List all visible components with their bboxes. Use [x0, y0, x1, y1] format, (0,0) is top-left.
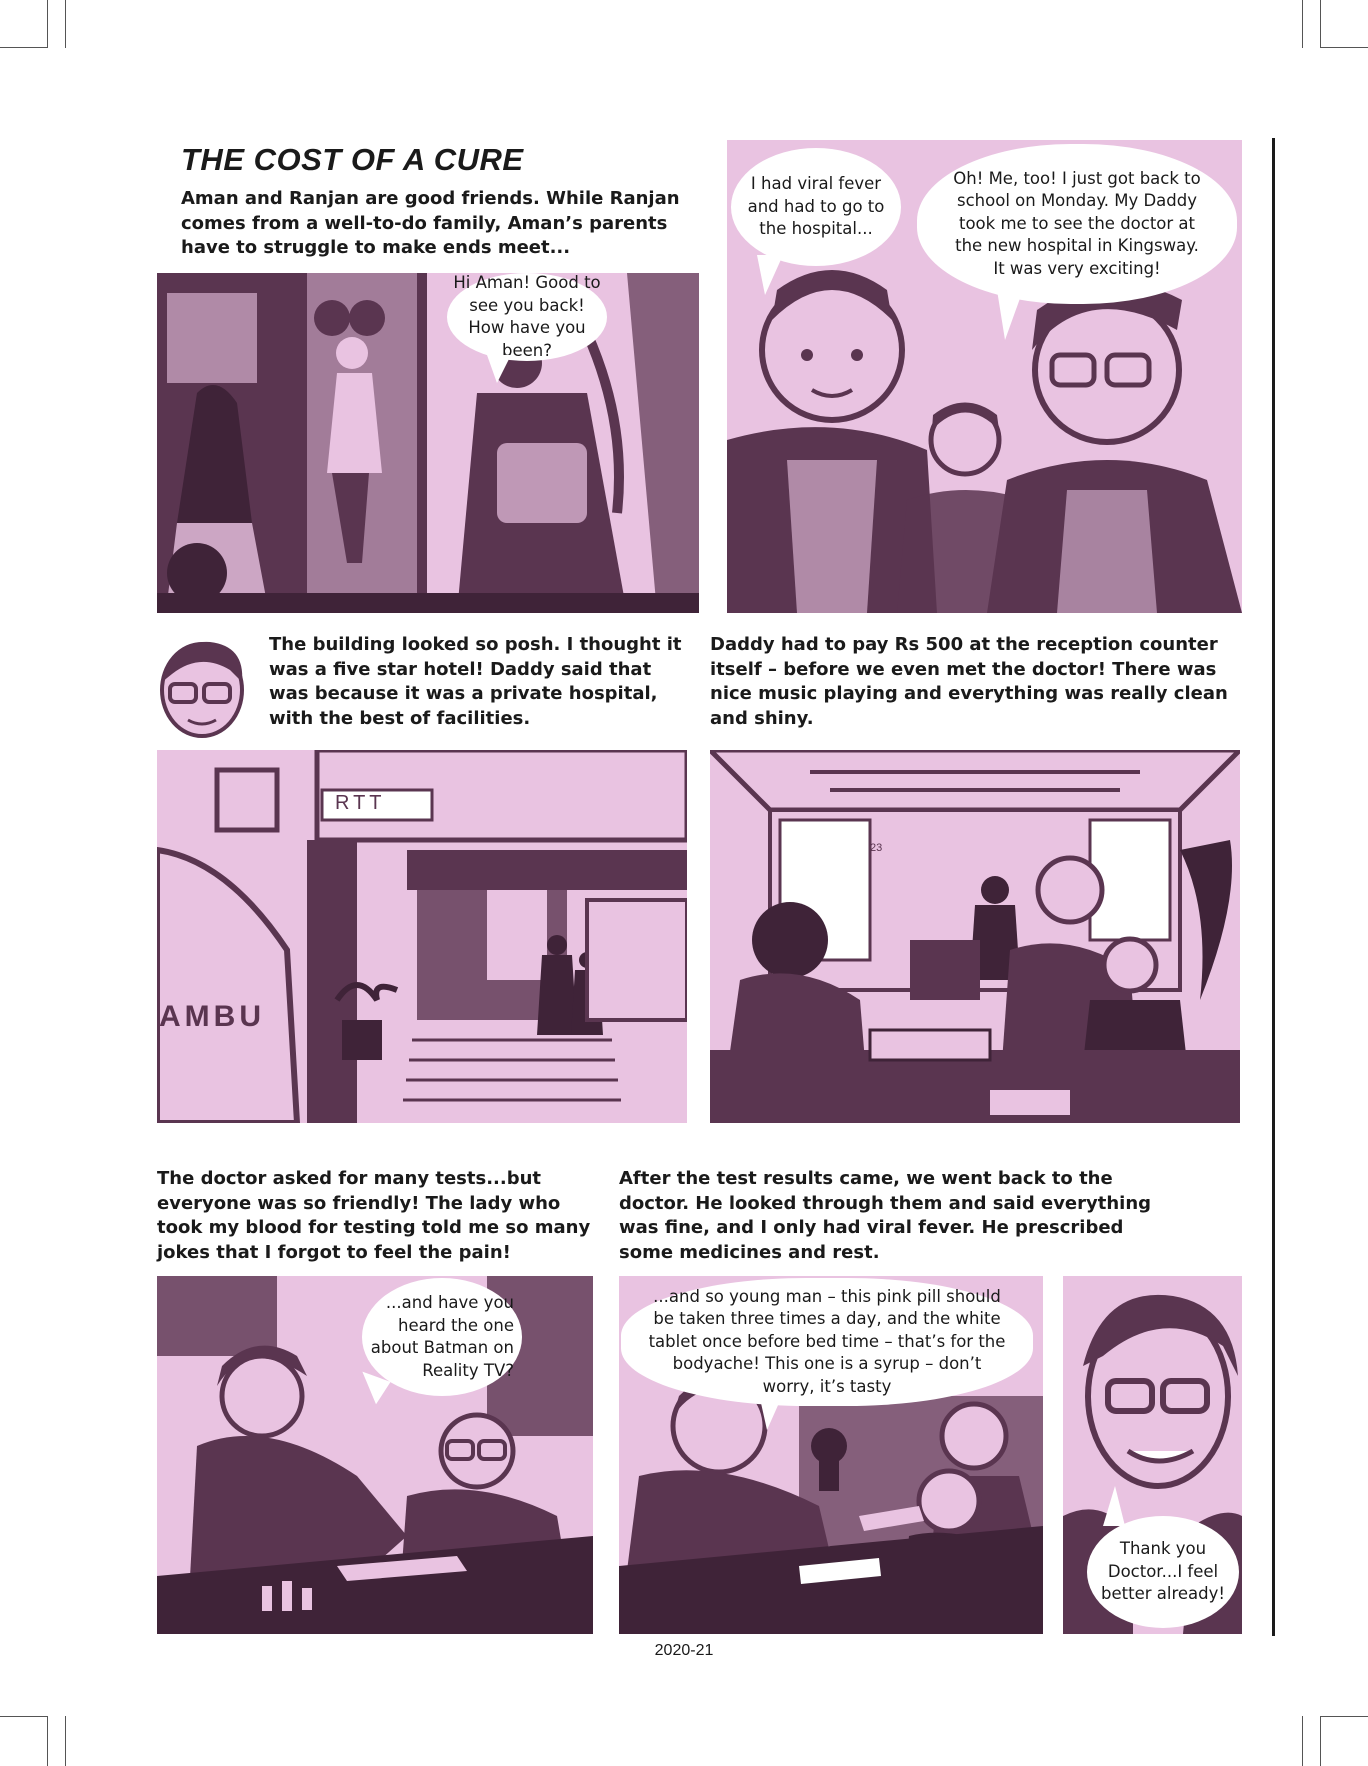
caption-tests: The doctor asked for many tests...but everyone was so friendly! The lady who took my blood for testing told me so many jokes that I forgot to feel the pain!: [157, 1168, 591, 1263]
ambulance-sign: AMBU: [159, 1000, 265, 1033]
crop-mark: [65, 0, 66, 48]
panel-boys-talking: [727, 140, 1242, 613]
speech-bubble-ranjan: Oh! Me, too! I just got back to school on Monday. My Daddy took me to see the doctor at the new hospital in Kingsway. It was very exciting!: [917, 144, 1237, 304]
reception-counter-illustration: [710, 750, 1240, 1123]
panel-blood-test: [157, 1276, 593, 1634]
ranjan-head-icon: [150, 632, 255, 742]
intro-caption: Aman and Ranjan are good friends. While Ranjan comes from a well-to-do family, Aman’s parents have to struggle to make ends meet...: [181, 188, 680, 258]
panel-bus-arrival: [157, 273, 699, 613]
crop-mark: [1320, 1716, 1368, 1717]
panel-doctor-prescription: [619, 1276, 1043, 1634]
crop-mark: [65, 1716, 66, 1766]
right-margin-rule: [1272, 138, 1275, 1636]
crop-mark: [1320, 1716, 1321, 1766]
hospital-sign: RTT: [335, 792, 386, 814]
speech-bubble-tail: [757, 255, 783, 295]
caption-reception-fee: Daddy had to pay Rs 500 at the reception counter itself – before we even met the doctor! There was nice music playing and everything was really clean and shiny.: [710, 634, 1228, 729]
speech-bubble-tail: [997, 290, 1023, 340]
speech-bubble-nurse-joke: ...and have you heard the one about Batman on Reality TV?: [362, 1278, 522, 1396]
crop-mark: [1320, 47, 1368, 48]
page-number: 2020-21: [654, 1642, 714, 1659]
crop-mark: [1320, 0, 1321, 48]
crop-mark: [1302, 0, 1303, 48]
panel-reception-counter: [710, 750, 1240, 1123]
crop-mark: [47, 1716, 48, 1766]
hospital-entrance-illustration: [157, 750, 687, 1123]
panel-hospital-entrance: [157, 750, 687, 1123]
crop-mark: [1302, 1716, 1303, 1766]
speech-bubble-doctor-instructions: ...and so young man – this pink pill should be taken three times a day, and the white tablet once before bed time – that’s for the bodyache! This one is a syrup – don’t worry, it’s tasty: [621, 1278, 1033, 1406]
panel-thank-you: [1063, 1276, 1242, 1634]
speech-bubble-ranjan-greeting: Hi Aman! Good to see you back! How have you been?: [447, 273, 607, 361]
bus-scene-illustration: [157, 273, 699, 613]
crop-mark: [0, 47, 48, 48]
crop-mark: [47, 0, 48, 48]
caption-posh-building: The building looked so posh. I thought it was a five star hotel! Daddy said that was because it was a private hospital, with the best of facilities.: [269, 634, 682, 729]
speech-bubble-thank-you: Thank you Doctor...I feel better already!: [1087, 1516, 1239, 1628]
speech-bubble-tail: [1103, 1486, 1125, 1526]
door-number: 23: [870, 842, 883, 854]
speech-bubble-tail: [759, 1394, 783, 1430]
speech-bubble-tail: [487, 355, 511, 383]
caption-test-results: After the test results came, we went back to the doctor. He looked through them and said everything was fine, and I only had viral fever. He prescribed some medicines and rest.: [619, 1168, 1152, 1263]
crop-mark: [0, 1716, 48, 1717]
ranjan-portrait: [150, 632, 255, 742]
speech-bubble-aman: I had viral fever and had to go to the hospital...: [731, 148, 901, 266]
page-title: THE COST OF A CURE: [181, 142, 524, 177]
